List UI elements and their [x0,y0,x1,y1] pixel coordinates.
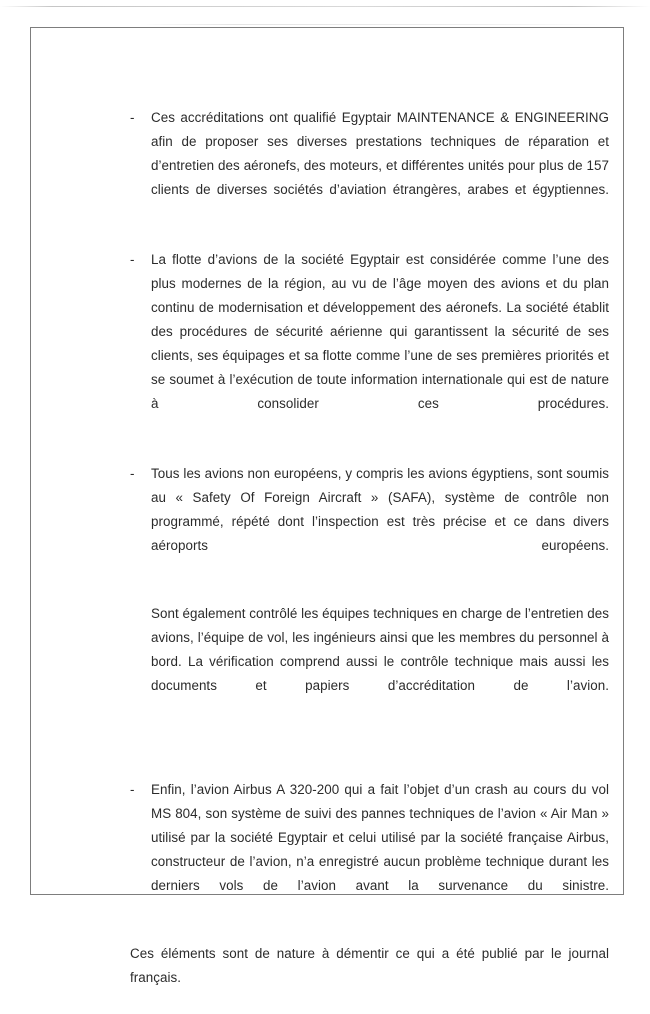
paragraph-spacer [130,922,609,942]
paragraph-text: Sont également contrôlé les équipes techniques en charge de l’entretien des avions, l’équipe de vol, les ingénieurs ainsi que les membres du personnel à bord. La vérification comprend aussi le contrôle technique mais aussi les documents et papiers d’accréditation de l’avion. [151,606,609,693]
paragraph-safa [130,462,609,582]
bullet-dash-icon: - [130,782,135,797]
page-frame-border [30,27,624,985]
paragraph-spacer-large [130,722,609,778]
paragraph-accreditations [130,106,609,226]
paragraph-text: Ces éléments sont de nature à démentir ce qui a été publié par le journal français. [130,946,609,985]
paragraph-text: Ces accréditations ont qualifié Egyptair MAINTENANCE & ENGINEERING afin de proposer ses diverses prestations techniques de réparation et d’entretien des aéronefs, des moteurs, et différentes unités pour plus de 157 clients de diverses sociétés d’aviation étrangères, arabes et égyptiennes. [151,110,609,197]
paragraph-conclusion [130,942,609,1014]
bullet-dash-icon: - [130,252,135,267]
paragraph-spacer [130,226,609,248]
bullet-dash-icon: - [130,466,135,481]
document-body [130,106,609,1014]
paragraph-text: Enfin, l’avion Airbus A 320-200 qui a fait l’objet d’un crash au cours du vol MS 804, son système de suivi des pannes techniques de l’avion « Air Man » utilisé par la société Egyptair et celui utilisé par la société française Airbus, constructeur de l’avion, n’a enregistré aucun problème technique durant les derniers vols de l’avion avant la survenance du sinistre. [151,782,609,893]
scan-artifact-line-secondary [140,24,610,25]
paragraph-spacer [130,440,609,462]
paragraph-text: La flotte d’avions de la société Egyptair est considérée comme l’une des plus modernes de la région, au vu de l’âge moyen des avions et du plan continu de modernisation et développement des aéronefs. La société établit des procédures de sécurité aérienne qui garantissent la sécurité de ses clients, ses équipages et sa flotte comme l’une de ses premières priorités et se soumet à l’exécution de toute information internationale qui est de nature à consolider ces procédures. [151,252,609,411]
paragraph-text: Tous les avions non européens, y compris les avions égyptiens, sont soumis au « Safety Of Foreign Aircraft » (SAFA), système de contrôle non programmé, répété dont l’inspection est très précise et ce dans divers aéroports européens. [151,466,609,553]
paragraph-flotte [130,248,609,440]
paragraph-equipes-techniques [130,602,609,722]
paragraph-spacer [130,582,609,602]
scan-artifact-line-top [0,6,650,7]
paragraph-airbus-a320 [130,778,609,922]
bullet-dash-icon: - [130,110,135,125]
